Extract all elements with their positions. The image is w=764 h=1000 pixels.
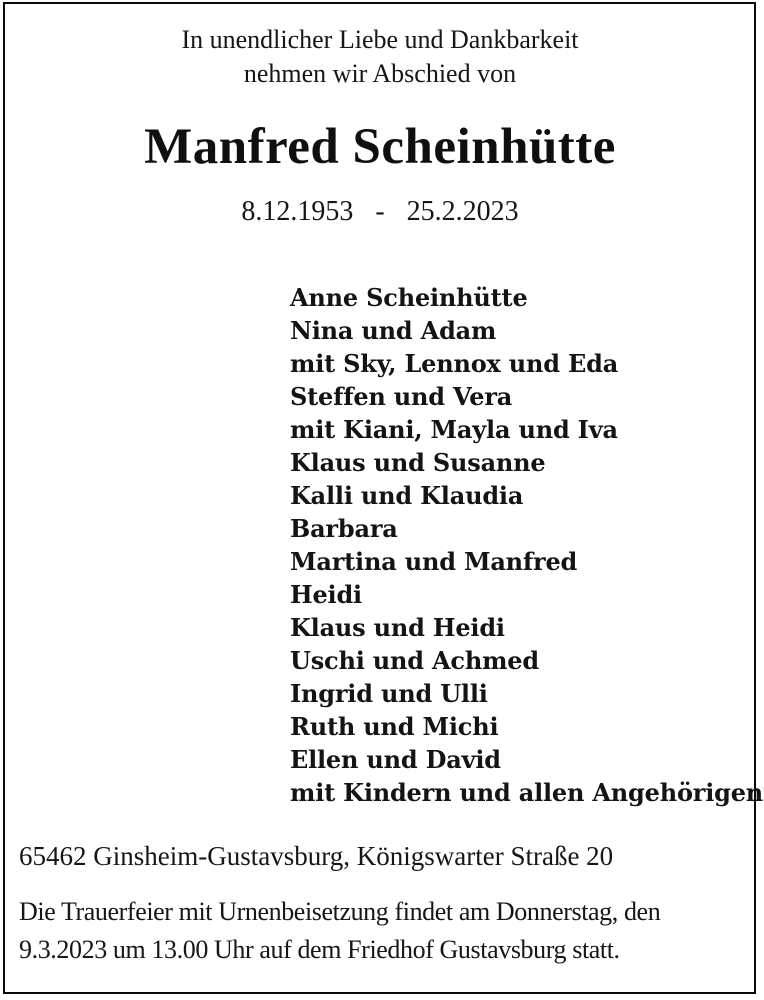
mourners-list xyxy=(290,281,764,809)
mourner-line: Klaus und Susanne xyxy=(290,448,546,477)
mourner-line: Steffen und Vera xyxy=(290,382,513,411)
mourner-line: Barbara xyxy=(290,514,398,543)
birth-date: 8.12.1953 xyxy=(241,196,354,227)
mourner-line: Nina und Adam xyxy=(290,316,497,345)
mourner-line: mit Kindern und allen Angehörigen xyxy=(290,778,764,807)
mourner-line: Ellen und David xyxy=(290,745,501,774)
intro-text xyxy=(0,23,760,91)
funeral-info xyxy=(19,893,751,969)
mourner-line: mit Kiani, Mayla und Iva xyxy=(290,415,618,444)
intro-line: In unendlicher Liebe und Dankbarkeit xyxy=(181,25,579,54)
death-date: 25.2.2023 xyxy=(406,196,519,227)
mourner-line: Ingrid und Ulli xyxy=(290,679,488,708)
mourner-line: Martina und Manfred xyxy=(290,547,578,576)
mourner-line: Ruth und Michi xyxy=(290,712,499,741)
funeral-line: Die Trauerfeier mit Urnenbeisetzung findet am Donnerstag, den xyxy=(19,897,661,926)
mourner-line: Kalli und Klaudia xyxy=(290,481,524,510)
funeral-line: 9.3.2023 um 13.00 Uhr auf dem Friedhof Gustavsburg statt. xyxy=(19,935,620,964)
mourner-line: Anne Scheinhütte xyxy=(290,283,528,312)
mourner-line: Uschi und Achmed xyxy=(290,646,539,675)
mourner-line: Heidi xyxy=(290,580,362,609)
mourner-line: mit Sky, Lennox und Eda xyxy=(290,349,619,378)
mourner-line: Klaus und Heidi xyxy=(290,613,505,642)
intro-line: nehmen wir Abschied von xyxy=(243,59,517,88)
life-dates xyxy=(0,196,760,228)
date-separator: - xyxy=(375,196,385,227)
address-line: 65462 Ginsheim-Gustavsburg, Königswarter Straße 20 xyxy=(19,841,614,871)
deceased-name: Manfred Scheinhütte xyxy=(144,119,616,175)
